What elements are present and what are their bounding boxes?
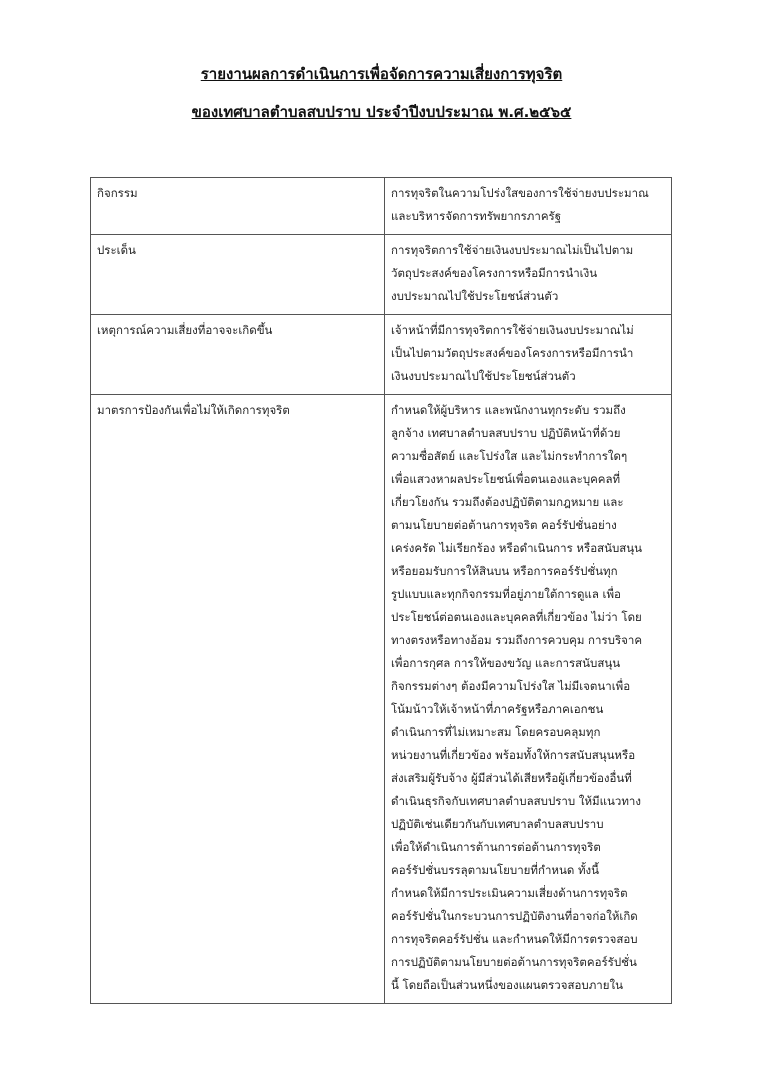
document-title-line-1: รายงานผลการดำเนินการเพื่อจัดการความเสี่ยงการทุจริต (200, 65, 563, 83)
cell-text-line: หรือยอมรับการให้สินบน หรือการคอร์รัปชั่นทุก (391, 564, 618, 578)
cell-text-line: ส่งเสริมผู้รับจ้าง ผู้มีส่วนได้เสียหรือผู้เกี่ยวข้องอื่นที่ (391, 771, 632, 785)
cell-text-line: เป็นไปตามวัตถุประสงค์ของโครงการหรือมีการนำ (391, 346, 634, 360)
cell-text-line: ดำเนินธุรกิจกับเทศบาลตำบลสบปราบ ให้มีแนวทาง (391, 794, 641, 808)
cell-text-line: การปฏิบัติตามนโยบายต่อต้านการทุจริตคอร์รัปชั่น (391, 955, 637, 969)
cell-text-line: เพื่อแสวงหาผลประโยชน์เพื่อตนเองและบุคคลที่ (391, 472, 621, 486)
risk-table-body (91, 178, 672, 1004)
cell-text-line: กำหนดให้มีการประเมินความเสี่ยงด้านการทุจริต (391, 886, 628, 900)
cell-text-line: ทางตรงหรือทางอ้อม รวมถึงการควบคุม การบริจาค (391, 633, 643, 647)
cell-text-line: เงินงบประมาณไปใช้ประโยชน์ส่วนตัว (391, 369, 576, 383)
cell-text-line: ปฏิบัติเช่นเดียวกันกับเทศบาลตำบลสบปราบ (391, 817, 604, 831)
table-row-issue (91, 235, 672, 315)
cell-text-line: เคร่งครัด ไม่เรียกร้อง หรือดำเนินการ หรือสนับสนุน (391, 541, 643, 555)
cell-text-line: วัตถุประสงค์ของโครงการหรือมีการนำเงิน (391, 266, 598, 280)
row-label-risk-event: เหตุการณ์ความเสี่ยงที่อาจจะเกิดขึ้น (91, 315, 385, 395)
cell-text-line: ดำเนินการที่ไม่เหมาะสม โดยครอบคลุมทุก (391, 725, 601, 739)
cell-text-line: ประโยชน์ต่อตนเองและบุคคลที่เกี่ยวข้อง ไม่ว่า โดย (391, 610, 642, 624)
document-title-line-2: ของเทศบาลตำบลสบปราบ ประจำปีงบประมาณ พ.ศ.๒๕๖๕ (191, 103, 572, 121)
cell-text-line: โน้มน้าวให้เจ้าหน้าที่ภาครัฐหรือภาคเอกชน (391, 702, 604, 716)
cell-text-line: การทุจริตในความโปร่งใสของการใช้จ่ายงบประมาณ (391, 186, 649, 200)
cell-text-line: เพื่อให้ดำเนินการต้านการต่อต้านการทุจริต (391, 840, 601, 854)
table-row-prevention (91, 395, 672, 1004)
cell-text-line: เจ้าหน้าที่มีการทุจริตการใช้จ่ายเงินงบประมาณไม่ (391, 323, 634, 337)
cell-text-line: และบริหารจัดการทรัพยากรภาครัฐ (391, 209, 562, 223)
risk-table (90, 177, 672, 1004)
cell-text-line: ความซื่อสัตย์ และโปร่งใส และไม่กระทำการใดๆ (391, 449, 628, 463)
row-value-activity (385, 178, 672, 235)
cell-text-line: คอร์รัปชั่นบรรลุตามนโยบายที่กำหนด ทั้งนี้ (391, 863, 600, 877)
row-value-prevention (385, 395, 672, 1004)
cell-text-line: นี้ โดยถือเป็นส่วนหนึ่งของแผนตรวจสอบภายใน (391, 978, 623, 992)
cell-text-line: ลูกจ้าง เทศบาลตำบลสบปราบ ปฏิบัติหน้าที่ด้วย (391, 426, 621, 440)
table-row-activity (91, 178, 672, 235)
cell-text-line: กำหนดให้ผู้บริหาร และพนักงานทุกระดับ รวมถึง (391, 403, 626, 417)
cell-text-line: การทุจริตการใช้จ่ายเงินงบประมาณไม่เป็นไปตาม (391, 243, 634, 257)
cell-text-line: คอร์รัปชั่นในกระบวนการปฏิบัติงานที่อาจก่อให้เกิด (391, 909, 638, 923)
row-label-issue: ประเด็น (91, 235, 385, 315)
cell-text-line: รูปแบบและทุกกิจกรรมที่อยู่ภายใต้การดูแล เพื่อ (391, 587, 621, 601)
row-label-prevention: มาตรการป้องกันเพื่อไม่ให้เกิดการทุจริต (91, 395, 385, 1004)
row-label-activity: กิจกรรม (91, 178, 385, 235)
cell-text-line: กิจกรรมต่างๆ ต้องมีความโปร่งใส ไม่มีเจตนาเพื่อ (391, 679, 631, 693)
row-value-issue (385, 235, 672, 315)
cell-text-line: เพื่อการกุศล การให้ของขวัญ และการสนับสนุน (391, 656, 621, 670)
cell-text-line: งบประมาณไปใช้ประโยชน์ส่วนตัว (391, 289, 559, 303)
cell-text-line: หน่วยงานที่เกี่ยวข้อง พร้อมทั้งให้การสนับสนุนหรือ (391, 748, 636, 762)
table-row-risk-event (91, 315, 672, 395)
cell-text-line: การทุจริตคอร์รัปชั่น และกำหนดให้มีการตรวจสอบ (391, 932, 638, 946)
row-value-risk-event (385, 315, 672, 395)
cell-text-line: เกี่ยวโยงกัน รวมถึงต้องปฏิบัติตามกฎหมาย และ (391, 495, 624, 509)
cell-text-line: ตามนโยบายต่อต้านการทุจริต คอร์รัปชั่นอย่าง (391, 518, 617, 532)
